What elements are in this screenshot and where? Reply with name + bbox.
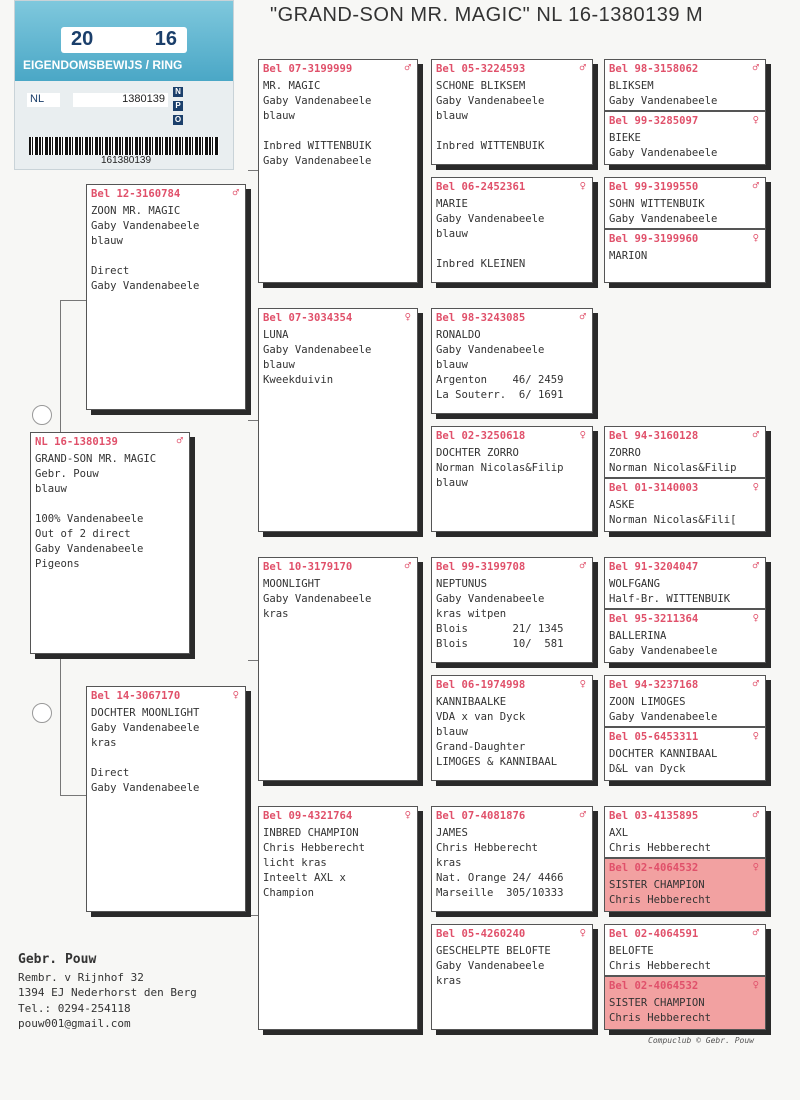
pigeon-detail-line [436,242,588,257]
ring-text: Bel 05-6453311 [609,731,699,743]
ring-text: NL 16-1380139 [35,436,118,448]
male-sex-icon: ♂ [752,927,759,939]
female-sex-icon: ♀ [752,232,759,244]
pigeon-detail-line: WOLFGANG [609,578,661,590]
pigeon-details [31,450,189,572]
ring-text: Bel 99-3199708 [436,561,526,573]
pigeon-details [605,745,765,777]
pigeon-detail-line [436,124,588,139]
female-sex-icon: ♀ [752,481,759,493]
pigeon-detail-line: Chris Hebberecht [609,894,712,906]
pigeon-detail-line: Gaby Vandenabeele [91,722,200,734]
pigeon-detail-line: Argenton 46/ 2459 [436,374,564,386]
pigeon-detail-line: blauw [91,235,123,247]
pigeon-details [432,326,592,403]
year-left: 20 [71,28,94,50]
ring-text: Bel 01-3140003 [609,482,699,494]
pigeon-detail-line: Gaby Vandenabeele [436,344,545,356]
pigeon-detail-line: ZOON MR. MAGIC [91,205,181,217]
female-sex-icon: ♀ [404,311,411,323]
pigeon-card-gen4[interactable] [604,806,766,858]
pigeon-detail-line: Gaby Vandenabeele [436,593,545,605]
pigeon-details [605,994,765,1026]
pigeon-detail-line: MARIE [436,198,468,210]
pigeon-card-gen4-highlighted[interactable] [604,976,766,1030]
pigeon-detail-line: Gaby Vandenabeele [91,220,200,232]
pigeon-details [259,575,417,622]
pigeon-detail-line: BIEKE [609,132,641,144]
pigeon-detail-line: Gaby Vandenabeele [35,543,144,555]
ring-text: Bel 02-4064532 [609,980,699,992]
pigeon-card-gen4[interactable] [604,557,766,609]
ring-text: Bel 14-3067170 [91,690,181,702]
male-sex-icon: ♂ [176,435,183,447]
female-sex-icon: ♀ [752,730,759,742]
ring-card-year [61,27,187,53]
ring-text: Bel 94-3237168 [609,679,699,691]
pigeon-detail-line: Norman Nicolas&Filip [609,462,737,474]
ring-number [432,427,592,444]
ring-text: Bel 02-3250618 [436,430,526,442]
pigeon-details [605,129,765,161]
pigeon-details [605,824,765,856]
connector-line [60,300,86,301]
pigeon-detail-line: VDA x van Dyck [436,711,526,723]
ring-text: Bel 06-2452361 [436,181,526,193]
ring-card-country: NL [27,93,60,107]
ring-number [605,60,765,77]
pigeon-card-gen3[interactable] [431,675,593,781]
ring-number [432,60,592,77]
pigeon-detail-line: kras [91,737,117,749]
ring-text: Bel 12-3160784 [91,188,181,200]
pigeon-detail-line: Chris Hebberecht [436,842,539,854]
ring-number [605,178,765,195]
ring-card-option-p: P [173,101,185,111]
pigeon-details [605,444,765,476]
connector-line [248,170,258,171]
pigeon-details [259,77,417,169]
ring-text: Bel 10-3179170 [263,561,353,573]
pigeon-detail-line: Gaby Vandenabeele [609,213,718,225]
pigeon-detail-line [91,751,241,766]
pigeon-detail-line: Norman Nicolas&Filip [436,462,564,474]
ring-text: Bel 05-4260240 [436,928,526,940]
pigeon-detail-line: Gaby Vandenabeele [436,960,545,972]
ring-number [87,185,245,202]
pigeon-detail-line: Champion [263,887,315,899]
pigeon-detail-line [35,497,185,512]
pigeon-detail-line: La Souterr. 6/ 1691 [436,389,564,401]
ring-text: Bel 03-4135895 [609,810,699,822]
ring-number [432,309,592,326]
pigeon-detail-line: Inteelt AXL x [263,872,346,884]
pigeon-detail-line: blauw [436,477,468,489]
pigeon-detail-line: kras [436,857,462,869]
pigeon-detail-line: MOONLIGHT [263,578,321,590]
pigeon-card-gen4[interactable] [604,111,766,165]
pigeon-detail-line: ZORRO [609,447,641,459]
pigeon-detail-line: Blois 21/ 1345 [436,623,564,635]
ring-number [605,728,765,745]
pigeon-card-sire[interactable] [86,184,246,410]
pigeon-details [605,942,765,974]
pigeon-card-gen4[interactable] [604,609,766,663]
ring-number [259,309,417,326]
pigeon-detail-line: Chris Hebberecht [263,842,366,854]
ring-number [605,977,765,994]
ring-number [605,925,765,942]
male-sex-icon: ♂ [752,678,759,690]
ring-number [605,479,765,496]
pigeon-detail-line: GESCHELPTE BELOFTE [436,945,551,957]
pigeon-card-gen4[interactable] [604,59,766,111]
pigeon-detail-line: blauw [436,726,468,738]
connector-line [60,300,61,432]
pigeon-card-gen4[interactable] [604,478,766,532]
pigeon-detail-line: Gaby Vandenabeele [609,711,718,723]
ring-text: Bel 07-3034354 [263,312,353,324]
ring-number [605,807,765,824]
ring-text: Bel 94-3160128 [609,430,699,442]
ring-number [605,112,765,129]
owner-address-line1: Rembr. v Rijnhof 32 [18,970,144,984]
male-sex-icon: ♂ [579,311,586,323]
female-sex-icon: ♀ [752,114,759,126]
pigeon-card-sire-sire[interactable] [258,59,418,283]
pigeon-detail-line: SOHN WITTENBUIK [609,198,705,210]
pigeon-details [605,693,765,725]
pigeon-detail-line: Gaby Vandenabeele [609,95,718,107]
pigeon-detail-line: kras witpen [436,608,507,620]
pigeon-details [605,496,765,528]
pigeon-details [432,824,592,901]
pigeon-detail-line: DOCHTER MOONLIGHT [91,707,200,719]
ring-certificate-card [14,0,234,170]
owner-name: Gebr. Pouw [18,952,97,967]
pigeon-detail-line: MARION [609,250,648,262]
pigeon-details [605,627,765,659]
pigeon-details [605,575,765,607]
ring-text: Bel 06-1974998 [436,679,526,691]
pigeon-detail-line: BLIKSEM [609,80,654,92]
connector-line [248,915,258,916]
pigeon-detail-line: Direct [91,767,130,779]
male-sex-icon: ♂ [404,62,411,74]
pigeon-detail-line: Gaby Vandenabeele [263,95,372,107]
ring-card-label: EIGENDOMSBEWIJS / RING [23,58,183,72]
ring-number [31,433,189,450]
pigeon-detail-line: Gaby Vandenabeele [436,95,545,107]
pigeon-detail-line: DOCHTER ZORRO [436,447,519,459]
owner-email[interactable]: pouw001@gmail.com [18,1017,131,1030]
pigeon-detail-line: licht kras [263,857,327,869]
pigeon-detail-line: Marseille 305/10333 [436,887,564,899]
male-sex-icon: ♂ [232,187,239,199]
male-sex-icon: ♂ [404,560,411,572]
male-sex-icon: ♂ [579,809,586,821]
ring-number [605,230,765,247]
pigeon-detail-line: Gaby Vandenabeele [609,147,718,159]
ring-number [432,925,592,942]
pigeon-detail-line: SISTER CHAMPION [609,997,705,1009]
owner-address-line2: 1394 EJ Nederhorst den Berg [18,986,197,999]
male-sex-icon: ♂ [579,62,586,74]
pigeon-details [432,77,592,154]
pigeon-detail-line: Pigeons [35,558,80,570]
pigeon-detail-line: blauw [436,228,468,240]
pigeon-detail-line: blauw [436,110,468,122]
female-sex-icon: ♀ [579,678,586,690]
pigeon-detail-line: blauw [436,359,468,371]
barcode [29,137,219,155]
pigeon-detail-line: RONALDO [436,329,481,341]
pigeon-card-dam-sire[interactable] [258,557,418,781]
ring-text: Bel 99-3285097 [609,115,699,127]
ring-text: Bel 95-3211364 [609,613,699,625]
pigeon-card-dam-dam[interactable] [258,806,418,1030]
pigeon-detail-line: blauw [263,359,295,371]
pigeon-detail-line: Out of 2 direct [35,528,131,540]
male-sex-icon: ♂ [752,62,759,74]
male-sex-icon: ♂ [752,180,759,192]
pigeon-detail-line [91,249,241,264]
pigeon-detail-line: blauw [35,483,67,495]
pigeon-detail-line: kras [436,975,462,987]
female-sex-icon: ♀ [752,979,759,991]
pigeon-detail-line: blauw [263,110,295,122]
ring-text: Bel 09-4321764 [263,810,353,822]
ring-text: Bel 07-4081876 [436,810,526,822]
pigeon-detail-line: Inbred KLEINEN [436,258,526,270]
pigeon-details [87,202,245,294]
punch-hole [32,703,52,723]
pigeon-card-gen4[interactable] [604,924,766,976]
ring-number [259,558,417,575]
pigeon-card-gen4-highlighted[interactable] [604,858,766,912]
pigeon-details [259,824,417,901]
pigeon-detail-line: BALLERINA [609,630,667,642]
pigeon-detail-line: AXL [609,827,629,839]
pigeon-details [605,195,765,227]
pigeon-card-gen4[interactable] [604,727,766,781]
pigeon-card-gen3[interactable] [431,59,593,165]
owner-phone: Tel.: 0294-254118 [18,1001,131,1015]
ring-number [259,60,417,77]
pigeon-detail-line: MR. MAGIC [263,80,321,92]
pigeon-detail-line: LUNA [263,329,289,341]
pigeon-detail-line: Direct [91,265,130,277]
pigeon-details [259,326,417,388]
year-right: 16 [154,28,177,50]
pigeon-details [605,77,765,109]
pigeon-detail-line: SCHONE BLIKSEM [436,80,526,92]
pigeon-card-gen4[interactable] [604,229,766,283]
pigeon-detail-line: Inbred WITTENBUIK [263,140,372,152]
female-sex-icon: ♀ [752,861,759,873]
female-sex-icon: ♀ [579,429,586,441]
pigeon-detail-line: Chris Hebberecht [609,842,712,854]
ring-text: Bel 99-3199550 [609,181,699,193]
ring-number [432,676,592,693]
pigeon-detail-line: Gaby Vandenabeele [263,155,372,167]
connector-line [248,660,258,661]
pigeon-card-gen4[interactable] [604,675,766,727]
pigeon-detail-line: Half-Br. WITTENBUIK [609,593,731,605]
pigeon-detail-line: Inbred WITTENBUIK [436,140,545,152]
pigeon-detail-line: 100% Vandenabeele [35,513,144,525]
ring-number [432,558,592,575]
male-sex-icon: ♂ [752,809,759,821]
pigeon-card-gen4[interactable] [604,177,766,229]
pigeon-card-gen3[interactable] [431,177,593,283]
pigeon-detail-line: Gaby Vandenabeele [436,213,545,225]
pigeon-detail-line: Norman Nicolas&Fili[ [609,514,737,526]
ring-card-option-o: O [174,115,182,124]
pigeon-details [432,693,592,770]
connector-line [60,795,86,796]
pigeon-detail-line: Gaby Vandenabeele [263,344,372,356]
pigeon-detail-line: GRAND-SON MR. MAGIC [35,453,157,465]
female-sex-icon: ♀ [579,927,586,939]
ring-number [605,558,765,575]
female-sex-icon: ♀ [404,809,411,821]
pigeon-card-gen3[interactable] [431,557,593,663]
punch-hole [32,405,52,425]
pigeon-card-dam[interactable] [86,686,246,912]
ring-number [432,807,592,824]
pigeon-detail-line: LIMOGES & KANNIBAAL [436,756,558,768]
pigeon-detail-line: SISTER CHAMPION [609,879,705,891]
pigeon-detail-line: DOCHTER KANNIBAAL [609,748,718,760]
pigeon-card-sire-dam[interactable] [258,308,418,532]
pigeon-detail-line: ZOON LIMOGES [609,696,686,708]
pigeon-detail-line: kras [263,608,289,620]
pigeon-details [432,942,592,989]
pigeon-card-subject[interactable] [30,432,190,654]
pigeon-detail-line: Nat. Orange 24/ 4466 [436,872,564,884]
connector-line [60,655,61,795]
pigeon-details [432,195,592,272]
pigeon-details [432,575,592,652]
pigeon-detail-line: Gaby Vandenabeele [91,782,200,794]
ring-text: Bel 05-3224593 [436,63,526,75]
ring-number [605,427,765,444]
page-title: "GRAND-SON MR. MAGIC" NL 16-1380139 M [270,4,704,26]
owner-block [18,952,197,1032]
pigeon-detail-line: NEPTUNUS [436,578,488,590]
ring-text: Bel 98-3158062 [609,63,699,75]
ring-text: Bel 02-4064532 [609,862,699,874]
pigeon-details [605,247,765,264]
female-sex-icon: ♀ [752,612,759,624]
ring-text: Bel 99-3199960 [609,233,699,245]
female-sex-icon: ♀ [232,689,239,701]
pigeon-detail-line: Gaby Vandenabeele [91,280,200,292]
ring-text: Bel 02-4064591 [609,928,699,940]
pigeon-detail-line: Blois 10/ 581 [436,638,564,650]
male-sex-icon: ♂ [752,429,759,441]
ring-number [605,859,765,876]
pigeon-detail-line: D&L van Dyck [609,763,686,775]
pigeon-detail-line: Grand-Daughter [436,741,526,753]
male-sex-icon: ♂ [579,560,586,572]
pigeon-detail-line [263,124,413,139]
ring-number [259,807,417,824]
pigeon-detail-line: Gebr. Pouw [35,468,99,480]
ring-number [432,178,592,195]
pigeon-card-gen3[interactable] [431,308,593,414]
pigeon-details [87,704,245,796]
ring-card-option-n: N [173,87,185,97]
ring-number [605,676,765,693]
pigeon-detail-line: ASKE [609,499,635,511]
pigeon-detail-line: Gaby Vandenabeele [263,593,372,605]
pigeon-detail-line: BELOFTE [609,945,654,957]
ring-text: Bel 98-3243085 [436,312,526,324]
pigeon-detail-line: KANNIBAALKE [436,696,507,708]
pigeon-details [432,444,592,491]
ring-text: Bel 07-3199999 [263,63,353,75]
pigeon-detail-line: INBRED CHAMPION [263,827,359,839]
footer-credit: Compuclub © Gebr. Pouw [648,1036,754,1045]
pigeon-details [605,876,765,908]
pigeon-card-gen3[interactable] [431,426,593,532]
male-sex-icon: ♂ [752,560,759,572]
female-sex-icon: ♀ [579,180,586,192]
pigeon-detail-line: JAMES [436,827,468,839]
ring-card-number: 1380139 [73,93,168,107]
pigeon-card-gen4[interactable] [604,426,766,478]
pigeon-card-gen3[interactable] [431,806,593,912]
ring-number [605,610,765,627]
pigeon-detail-line: Chris Hebberecht [609,960,712,972]
pigeon-detail-line: Gaby Vandenabeele [609,645,718,657]
pigeon-card-gen3[interactable] [431,924,593,1030]
connector-line [248,420,258,421]
ring-text: Bel 91-3204047 [609,561,699,573]
ring-number [87,687,245,704]
pigeon-detail-line: Kweekduivin [263,374,334,386]
pigeon-detail-line: Chris Hebberecht [609,1012,712,1024]
barcode-number: 161380139 [101,155,152,166]
